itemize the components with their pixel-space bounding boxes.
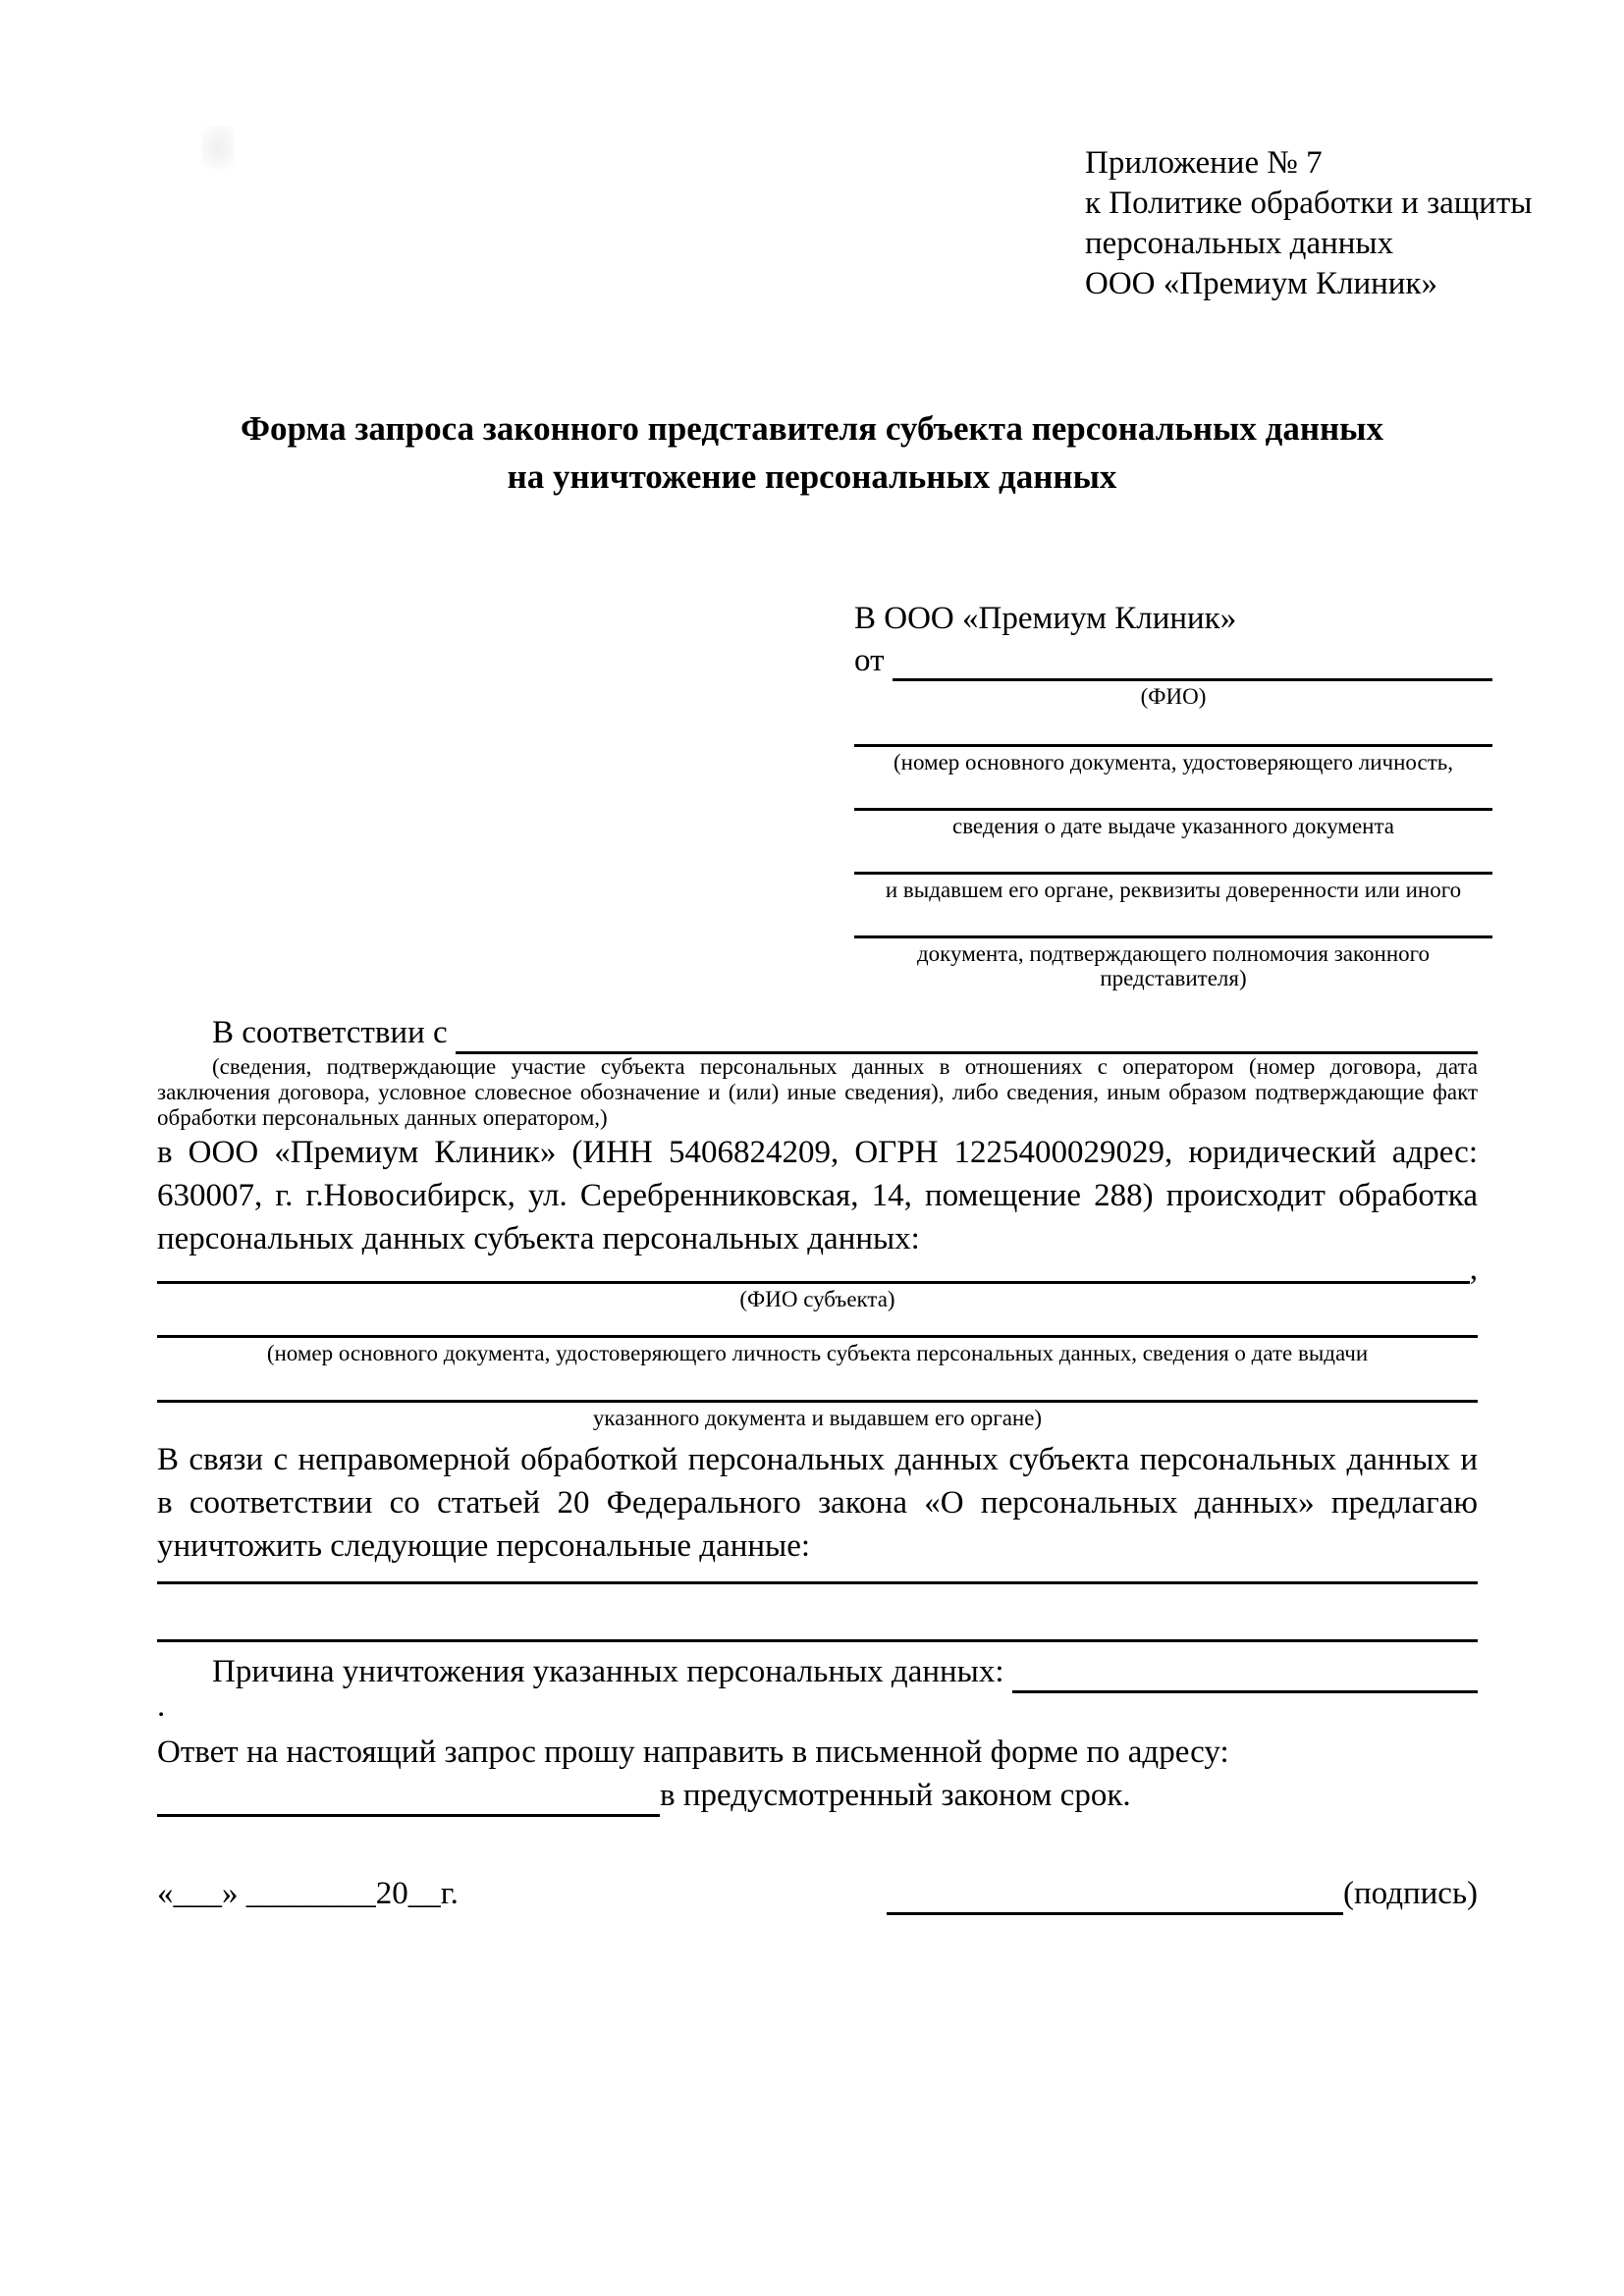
answer-line2-suffix: в предусмотренный законом срок. — [660, 1778, 1131, 1813]
blank-line-document-number — [854, 709, 1492, 747]
field-caption-issue-date: сведения о дате выдаче указанного документа — [951, 814, 1395, 838]
field-caption-issuing-authority: и выдавшем его органе, реквизиты доверенности или иного — [885, 878, 1462, 902]
signature-caption: (подпись) — [1343, 1876, 1478, 1911]
addressee-to: В ООО «Премиум Клиник» — [854, 601, 1237, 636]
blank-line-data-1 — [157, 1568, 1478, 1584]
field-caption-authority-document: документа, подтверждающего полномочия законного представителя) — [916, 941, 1430, 990]
date-line: «___» ________20__г. — [157, 1876, 459, 1911]
operator-paragraph: в ООО «Премиум Клиник» (ИНН 5406824209, ОГРН 1225400029029, юридический адрес: 630007, г. г.Новосибирск, ул. Серебренниковская, 14, помещение 288) происходит обработка персональных данных субъекта персональных данных: — [157, 1135, 1478, 1256]
subject-fio-suffix: , — [1469, 1252, 1478, 1287]
field-caption-document-number: (номер основного документа, удостоверяющего личность, — [893, 750, 1453, 774]
demand-paragraph: В связи с неправомерной обработкой персональных данных субъекта персональных данных и в соответствии со статьей 20 Федерального закона «О персональных данных» предлагаю уничтожить следующие персональные данные: — [157, 1442, 1478, 1564]
blank-line-issue-date — [854, 774, 1492, 811]
signature-field — [887, 1872, 1478, 1915]
appendix-line: ООО «Премиум Клиник» — [1085, 266, 1437, 301]
appendix-line: к Политике обработки и защиты — [1085, 186, 1533, 221]
subject-fio-row — [157, 1252, 1478, 1287]
scan-artifact — [201, 126, 235, 169]
subject-authority-row — [157, 1365, 1478, 1403]
blank-line-authority-document — [854, 902, 1492, 938]
appendix-line: персональных данных — [1085, 226, 1394, 261]
document-body — [157, 1011, 1478, 1915]
blank-line-data-2 — [157, 1584, 1478, 1642]
from-label: от — [854, 643, 885, 678]
accordance-blank-line — [456, 1041, 1478, 1054]
answer-paragraph: Ответ на настоящий запрос прошу направить в письменной форме по адресу: — [157, 1735, 1229, 1770]
from-field-row — [854, 641, 1492, 681]
blank-line-subject-document — [157, 1325, 1478, 1338]
subject-doc-caption: (номер основного документа, удостоверяющего личность субъекта персональных данных, сведения о дате выдачи — [266, 1341, 1369, 1365]
document-title — [0, 404, 1624, 501]
blank-line-issuing-authority — [854, 838, 1492, 875]
blank-line-subject-fio — [157, 1271, 1470, 1284]
field-caption-fio: (ФИО) — [1140, 684, 1207, 709]
answer-address-row — [157, 1774, 1478, 1817]
addressee-block — [854, 599, 1492, 990]
reason-continuation-row — [157, 1688, 1478, 1724]
reason-prefix: Причина уничтожения указанных персональных данных: — [212, 1654, 1004, 1689]
reason-blank-line — [1012, 1681, 1478, 1693]
subject-doc-row — [157, 1311, 1478, 1338]
appendix-block — [1085, 143, 1532, 304]
blank-line-subject-authority — [157, 1390, 1478, 1403]
blank-line-signature — [887, 1879, 1343, 1915]
accordance-prefix: В соответствии с — [212, 1015, 448, 1050]
accordance-note: (сведения, подтверждающие участие субъекта персональных данных в отношениях с оператором (номер договора, дата заключения договора, условное словесное обозначение и (или) иные сведения), либо сведения, иным образом подтверждающие факт обработки персональных данных оператором,) — [157, 1054, 1478, 1130]
reason-row — [157, 1642, 1478, 1693]
document-title-line2: на уничтожение персональных данных — [507, 457, 1117, 496]
accordance-row — [157, 1011, 1478, 1054]
subject-fio-caption: (ФИО субъекта) — [739, 1287, 895, 1311]
signature-row — [157, 1872, 1478, 1915]
reason-line-suffix: . — [157, 1688, 166, 1724]
blank-line-address — [157, 1781, 660, 1817]
appendix-line: Приложение № 7 — [1085, 145, 1323, 181]
from-blank-line — [893, 668, 1493, 681]
subject-authority-caption: указанного документа и выдавшем его органе) — [592, 1406, 1043, 1430]
document-title-line1: Форма запроса законного представителя субъекта персональных данных — [241, 409, 1383, 448]
